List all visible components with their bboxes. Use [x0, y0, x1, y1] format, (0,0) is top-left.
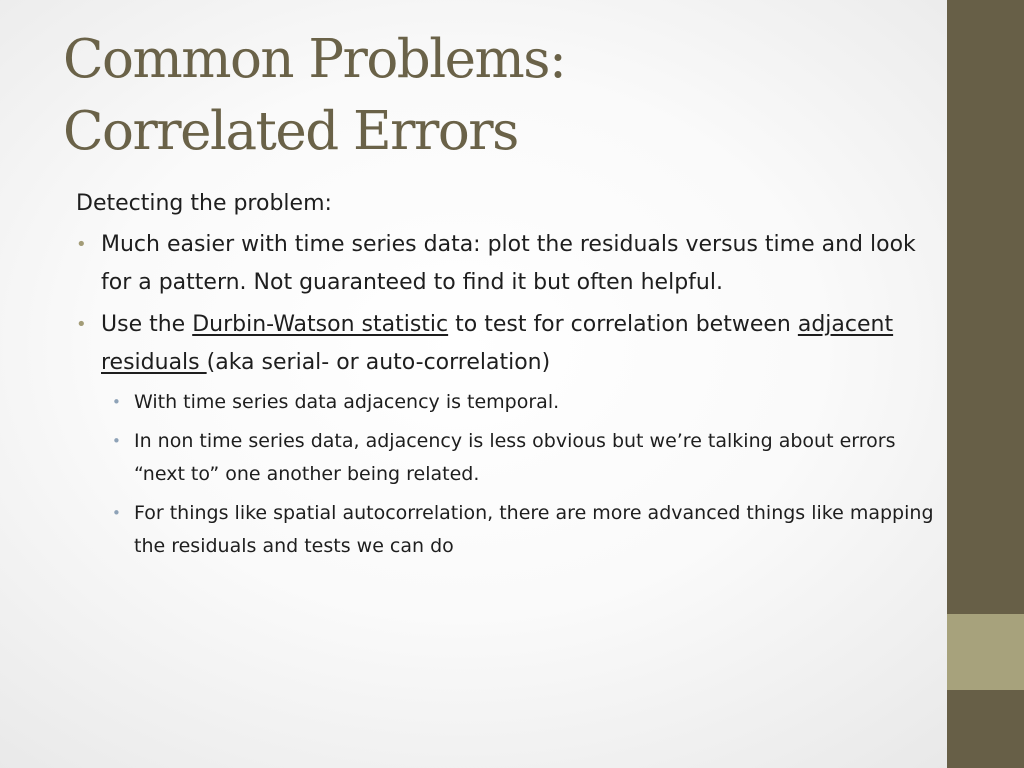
- title-line-2: Correlated Errors: [63, 101, 518, 162]
- sub-bullet-icon: •: [112, 504, 121, 522]
- sub-bullet-item: [76, 425, 936, 491]
- bullet-text: Much easier with time series data: plot the residuals versus time and look for a pattern. Not guaranteed to find it but often helpful.: [101, 232, 916, 295]
- bullet-text-mid: to test for correlation between: [448, 312, 798, 337]
- sub-bullet-icon: •: [112, 393, 121, 411]
- adjacent-residuals-link[interactable]: adjacent residuals: [101, 312, 894, 375]
- side-accent-block: [947, 614, 1024, 690]
- sub-bullet-item: [76, 386, 936, 419]
- title-line-1: Common Problems:: [63, 29, 566, 90]
- bullet-item: [76, 306, 936, 382]
- sub-bullet-icon: •: [112, 432, 121, 450]
- sub-bullet-text: With time series data adjacency is temporal.: [134, 391, 560, 413]
- bullet-text-pre: Use the: [101, 312, 193, 337]
- bullet-text-post: (aka serial- or auto-correlation): [206, 350, 551, 375]
- bullet-icon: •: [76, 314, 87, 335]
- slide-title: [63, 24, 923, 168]
- lead-text: Detecting the problem:: [76, 191, 332, 216]
- bullet-item: [76, 226, 936, 302]
- sub-bullet-text: For things like spatial autocorrelation, there are more advanced things like mapping the residuals and tests we can do: [134, 502, 934, 557]
- bullet-icon: •: [76, 234, 87, 255]
- durbin-watson-link[interactable]: Durbin-Watson statistic: [192, 312, 449, 337]
- sub-bullet-item: [76, 497, 936, 563]
- sub-bullet-text: In non time series data, adjacency is less obvious but we’re talking about errors “next to” one another being related.: [134, 430, 896, 485]
- slide-body: [76, 188, 936, 569]
